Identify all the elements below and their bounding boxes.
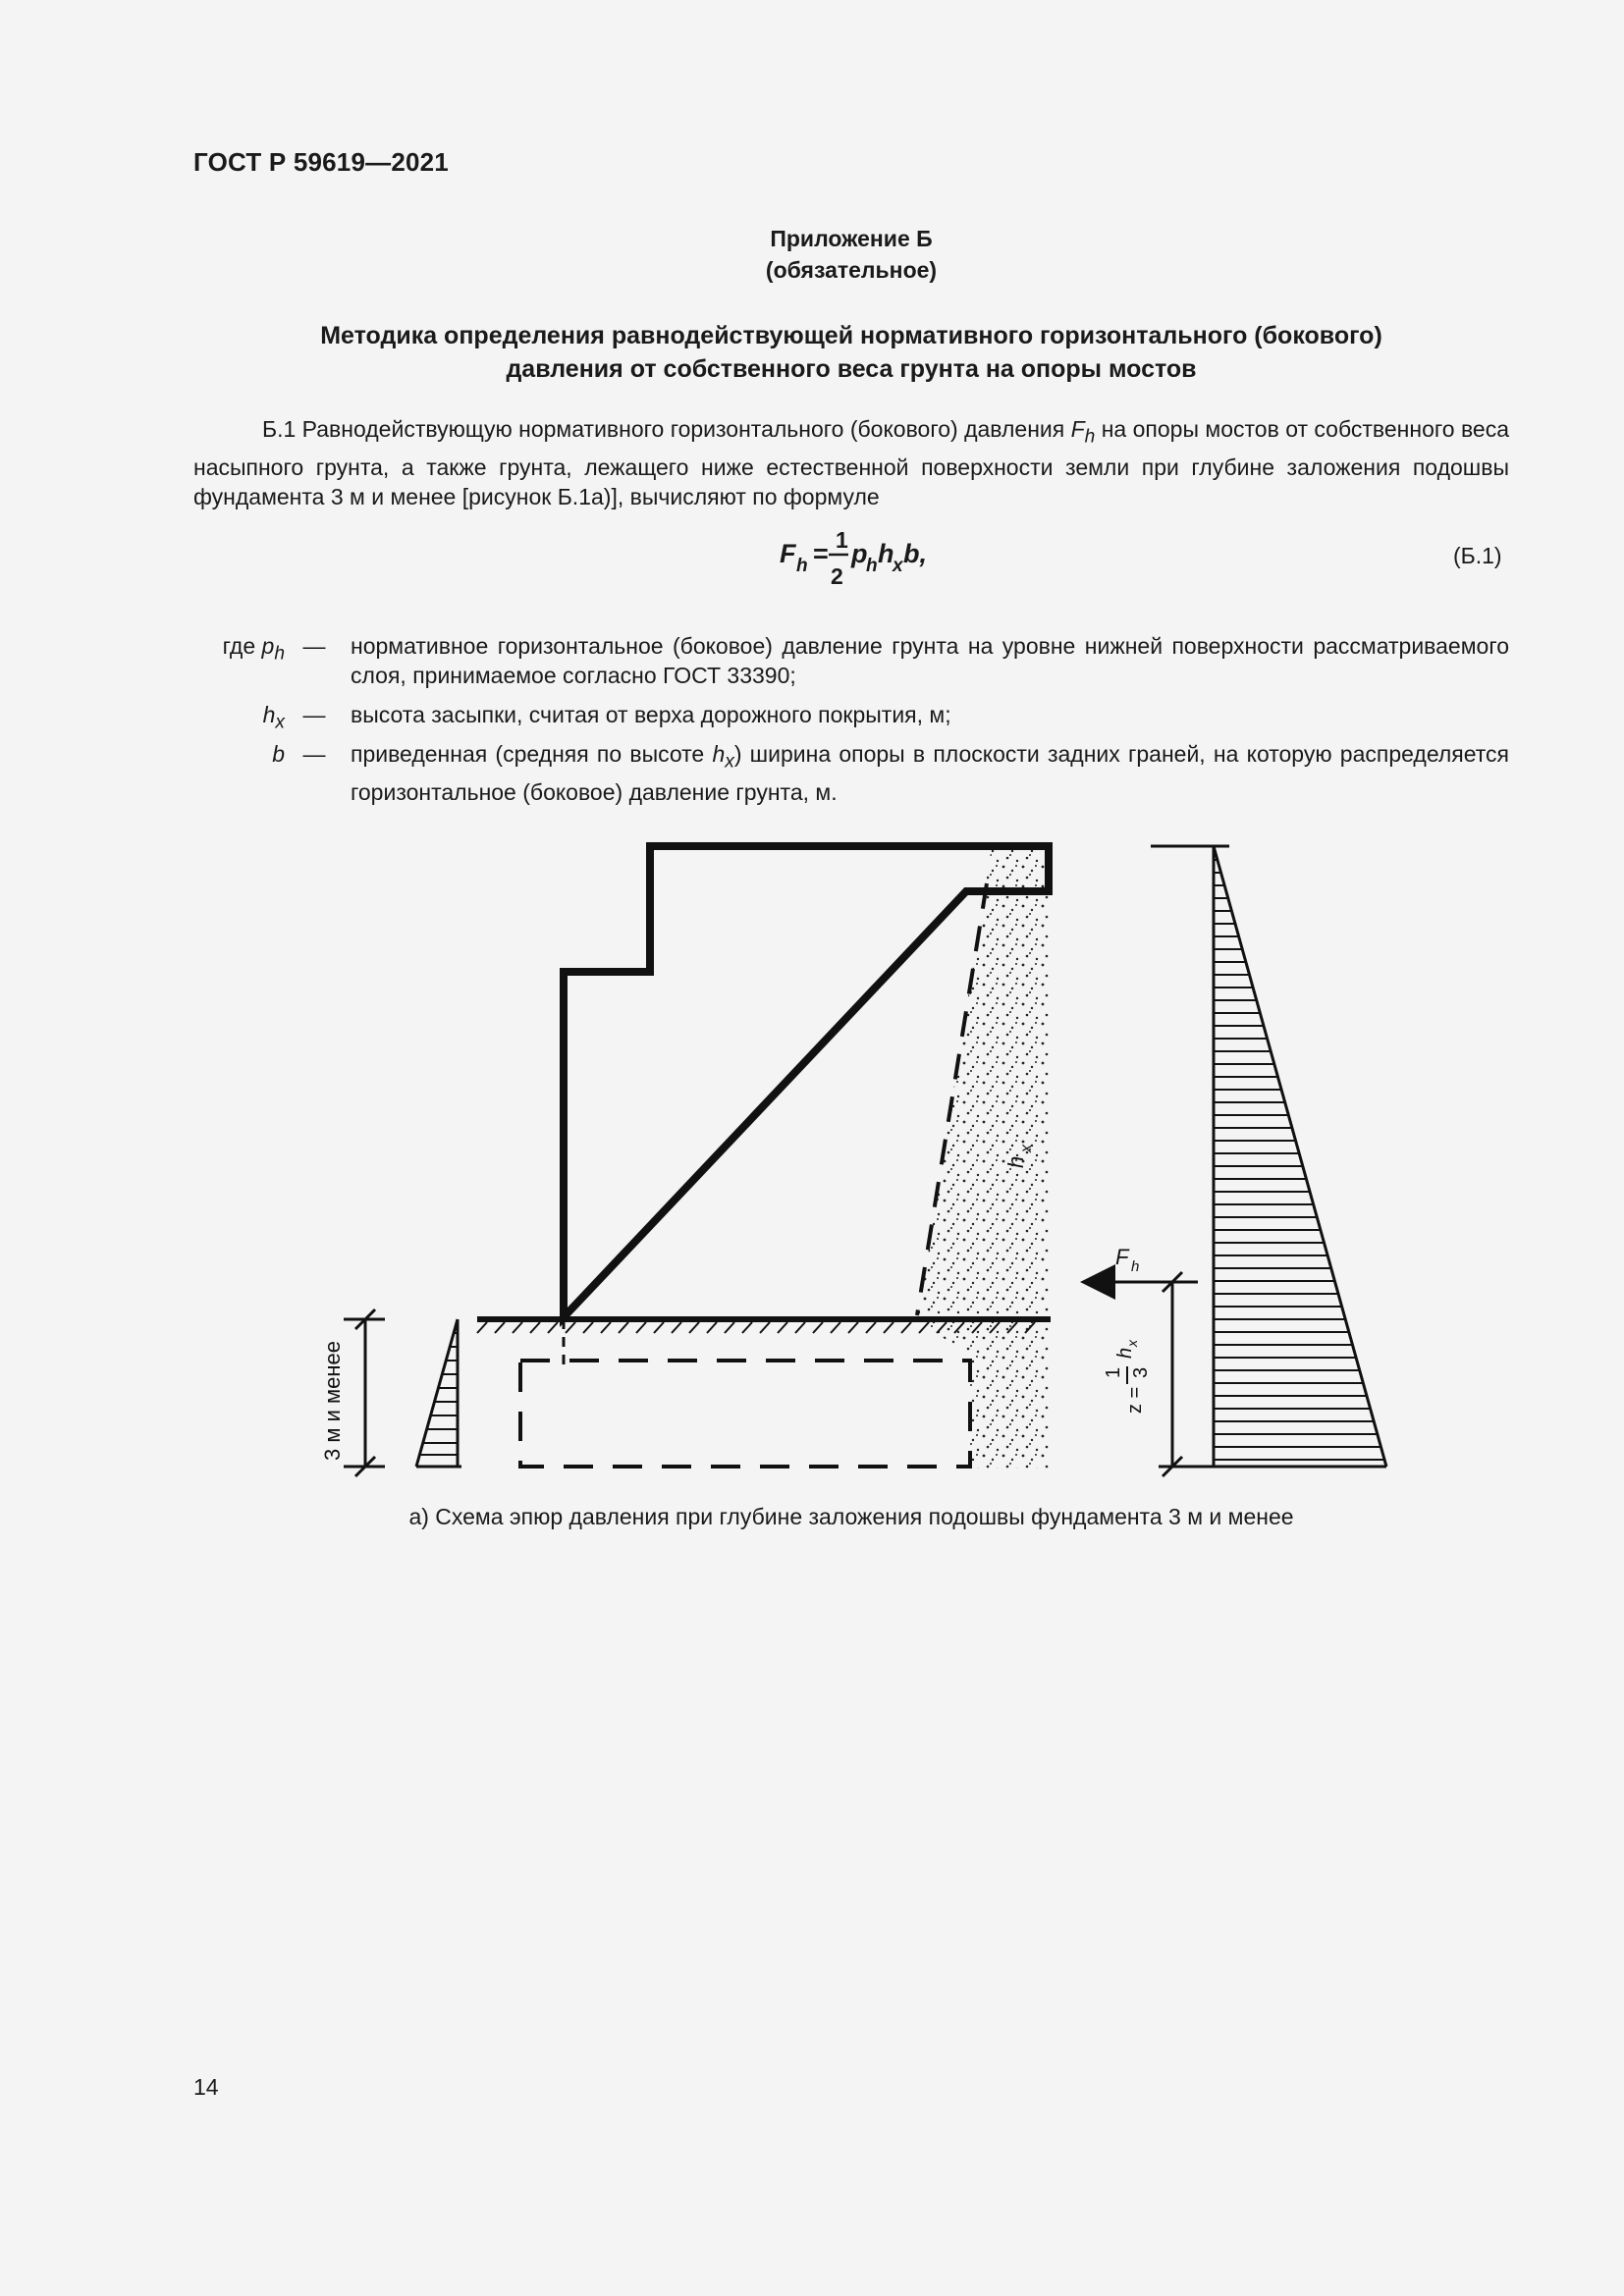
where-text-3a: приведенная (средняя по высоте [351,741,713,767]
where-intro-text: где [222,633,256,659]
formula-h: h [878,539,894,568]
formula-eq: = [813,539,829,568]
small-pressure-diagram [416,1319,461,1467]
where-text-3-sym: h [712,741,726,767]
label-F: F [1115,1245,1129,1269]
where-text-3-sub: x [725,751,734,773]
formula-F: F [780,539,796,568]
formula-tail: b, [903,539,927,568]
formula-num: 1 [836,527,848,553]
formula-den: 2 [831,563,843,589]
z-dimension [1159,1272,1218,1476]
where-dash-1: — [302,633,326,659]
label-z-sub: x [1124,1340,1140,1347]
label-depth: 3 м и менее [320,1341,345,1461]
formula-h-sub: x [893,556,903,576]
page-number: 14 [193,2074,219,2100]
label-z-den: 3 [1130,1366,1152,1378]
where-sym-3: b [272,741,285,767]
method-title-line1: Методика определения равнодействующей нормативного горизонтального (бокового) [320,322,1382,349]
figure-caption: а) Схема эпюр давления при глубине заложения подошвы фундамента 3 м и менее [408,1504,1294,1529]
paragraph-symbol-sub: h [1084,426,1096,448]
label-hx: h [1003,1155,1028,1168]
where-sym-2: h [262,702,276,727]
where-text-1: нормативное горизонтальное (боковое) давление грунта на уровне нижней поверхности рассматриваемого слоя, принимаемое согласно ГОСТ 33390; [351,633,1509,688]
label-F-sub: h [1131,1258,1140,1275]
where-dash-3: — [302,741,326,767]
where-sym-1: p [261,633,275,659]
label-z-num: 1 [1103,1366,1124,1378]
label-hx-sub: x [1018,1145,1035,1152]
where-text-3b: ) ширина опоры в плоскости задних граней, на которую распределяется горизонтальное (боковое) давление грунта, м. [351,741,1509,805]
appendix-status: (обязательное) [765,257,938,283]
formula-p: p [851,539,868,568]
label-z-eq: z = [1124,1386,1146,1414]
formula-F-sub: h [796,556,808,576]
soil-backfill [918,846,1049,1468]
large-pressure-diagram [1151,846,1386,1467]
where-text-2: высота засыпки, считая от верха дорожного покрытия, м; [351,702,951,727]
paragraph-text-1: Б.1 Равнодействующую нормативного горизонтального (бокового) давления [262,416,1071,442]
where-sub-1: h [274,643,285,665]
label-z-h: h [1114,1347,1136,1359]
where-dash-2: — [302,702,326,727]
where-sub-2: x [275,712,285,733]
formula-number: (Б.1) [1453,543,1502,568]
paragraph-text-2: на опоры мостов от собственного веса насыпного грунта, а также грунта, лежащего ниже естественной поверхности земли при глубине заложения подошвы фундамента 3 м и менее [рисунок Б.1а)], вычисляют по формуле [193,416,1509,509]
formula-p-sub: h [866,556,878,576]
appendix-title: Приложение Б [770,226,933,251]
paragraph-symbol: F [1070,416,1085,442]
document-header: ГОСТ Р 59619—2021 [193,147,449,177]
depth-dimension [344,1309,385,1476]
method-title-line2: давления от собственного веса грунта на опоры мостов [506,355,1197,383]
foundation-outline [520,1361,970,1467]
